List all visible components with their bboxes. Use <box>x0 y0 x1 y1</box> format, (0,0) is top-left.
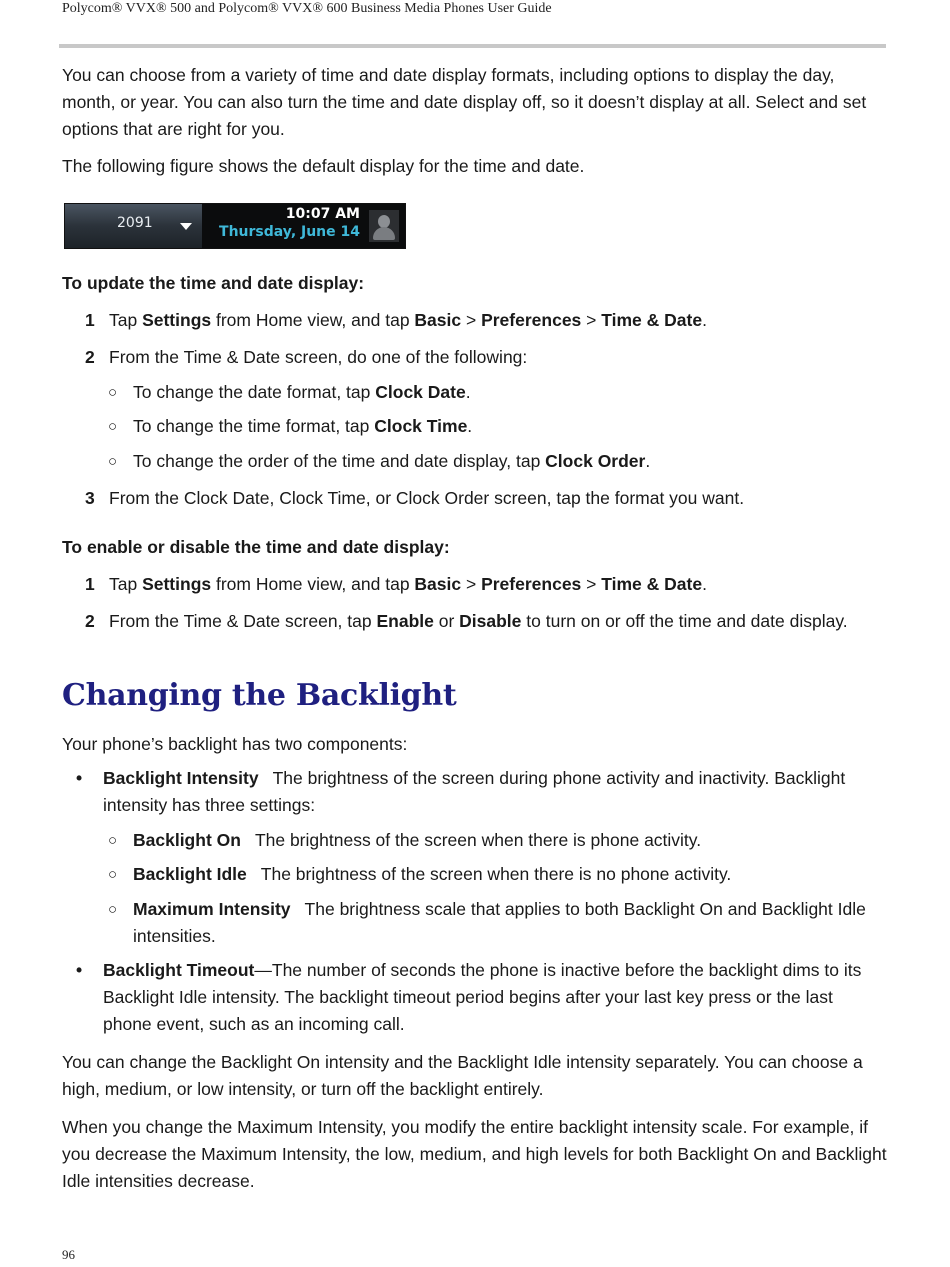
intro-paragraph-2: The following figure shows the default display for the time and date. <box>62 156 585 176</box>
dropdown-arrow-icon <box>180 223 192 230</box>
step-number: 2 <box>85 611 95 631</box>
substep-text: Maximum Intensity The brightness scale that applies to both Backlight On and Backlight Idle intensities. <box>133 899 866 946</box>
step-number: 1 <box>85 310 95 330</box>
circle-bullet-icon: ○ <box>108 384 118 401</box>
step-number: 1 <box>85 574 95 594</box>
circle-bullet-icon: ○ <box>108 901 118 918</box>
circle-bullet-icon: ○ <box>108 453 118 470</box>
avatar-shoulders <box>373 227 395 240</box>
bullet-icon: • <box>76 768 83 788</box>
intro-paragraph-1: You can choose from a variety of time and date display formats, including options to display the day, month, or year. You can also turn the time and date display off, so it doesn’t display at all. Select and set options that are right for you. <box>62 65 867 139</box>
step-text: From the Time & Date screen, tap Enable or Disable to turn on or off the time and date display. <box>109 611 848 631</box>
step-text: From the Time & Date screen, do one of the following: <box>109 347 528 367</box>
circle-bullet-icon: ○ <box>108 418 118 435</box>
bullet-text: Backlight Timeout—The number of seconds the phone is inactive before the backlight dims to its Backlight Idle intensity. The backlight timeout period begins after your last key press or the last phone event, such as an incoming call. <box>103 960 862 1034</box>
backlight-paragraph-2: When you change the Maximum Intensity, you modify the entire backlight intensity scale. For example, if you decrease the Maximum Intensity, the low, medium, and high levels for both Backlight On and Backlight Idle intensities decrease. <box>62 1117 887 1191</box>
section-title-backlight: Changing the Backlight <box>62 678 457 713</box>
clock-date: Thursday, June 14 <box>219 224 360 240</box>
line-key-area <box>65 204 202 248</box>
step-text: Tap Settings from Home view, and tap Basic > Preferences > Time & Date. <box>109 574 707 594</box>
page-number: 96 <box>62 1247 75 1262</box>
enable-heading: To enable or disable the time and date display: <box>62 537 450 557</box>
running-header: Polycom® VVX® 500 and Polycom® VVX® 600 Business Media Phones User Guide <box>62 1 552 16</box>
bullet-icon: • <box>76 960 83 980</box>
step-number: 2 <box>85 347 95 367</box>
clock-area <box>202 204 405 248</box>
time-date-status-bar-figure <box>64 203 406 249</box>
backlight-intro: Your phone’s backlight has two components: <box>62 734 408 754</box>
backlight-paragraph-1: You can change the Backlight On intensity and the Backlight Idle intensity separately. You can choose a high, medium, or low intensity, or turn off the backlight entirely. <box>62 1052 863 1099</box>
user-avatar-icon <box>369 210 399 242</box>
substep-text: To change the date format, tap Clock Date. <box>133 382 471 402</box>
circle-bullet-icon: ○ <box>108 832 118 849</box>
substep-text: Backlight Idle The brightness of the screen when there is no phone activity. <box>133 864 732 884</box>
substep-text: To change the time format, tap Clock Time. <box>133 416 473 436</box>
header-rule <box>59 44 886 48</box>
bullet-text: Backlight Intensity The brightness of the screen during phone activity and inactivity. Backlight intensity has three settings: <box>103 768 846 815</box>
clock-time: 10:07 AM <box>285 206 360 222</box>
step-text: From the Clock Date, Clock Time, or Clock Order screen, tap the format you want. <box>109 488 745 508</box>
circle-bullet-icon: ○ <box>108 866 118 883</box>
substep-text: Backlight On The brightness of the screen when there is phone activity. <box>133 830 702 850</box>
line-number: 2091 <box>117 215 153 231</box>
step-number: 3 <box>85 488 95 508</box>
update-heading: To update the time and date display: <box>62 273 365 293</box>
substep-text: To change the order of the time and date display, tap Clock Order. <box>133 451 651 471</box>
step-text: Tap Settings from Home view, and tap Basic > Preferences > Time & Date. <box>109 310 707 330</box>
